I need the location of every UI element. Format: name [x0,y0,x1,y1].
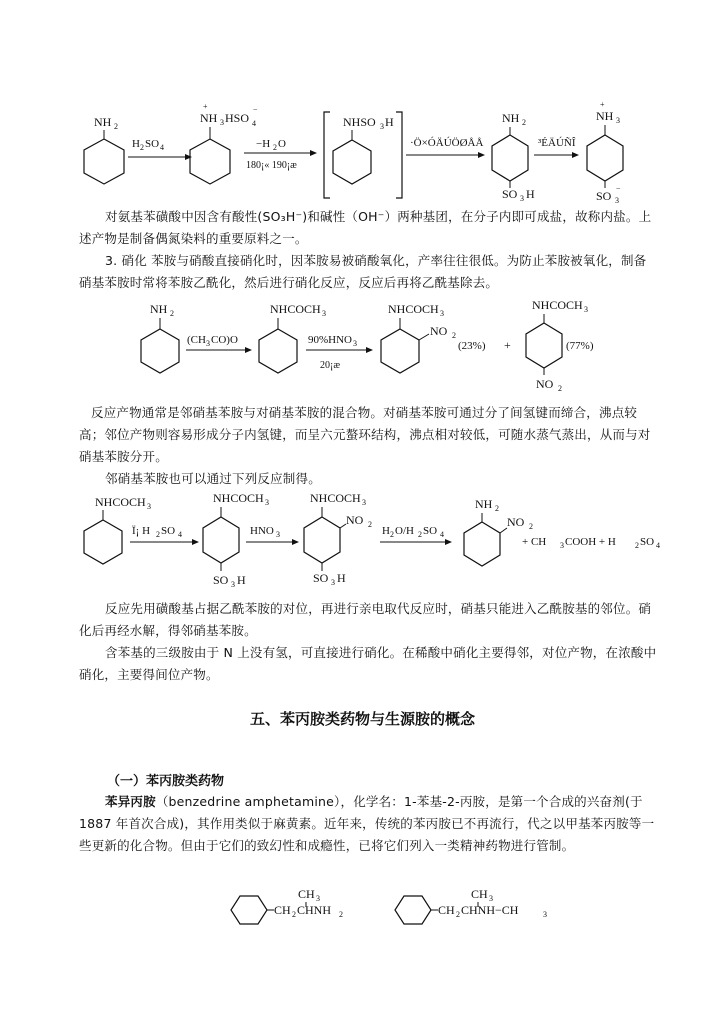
svg-text:NH: NH [150,302,168,316]
svg-text:4: 4 [178,530,182,539]
amphetamine-description: （benzedrine amphetamine），化学名：1-苯基-2-丙胺，是第一个合成的兴奋剂(于 1887 年首次合成)，其作用类似于麻黄素。近年来，传统的苯丙胺已不再流行，代之以甲基苯丙胺等一些更新的化合物。但由于它们的致幻性和成瘾性，已将它们列入一类精神药物进行管制。 [79,794,655,853]
o-nitroacetanilide-structure [381,302,456,373]
svg-text:NHCOCH: NHCOCH [310,491,361,505]
paragraph-tertiary-amine: 含苯基的三级胺由于 N 上没有氢，可直接进行硝化。在稀酸中硝化主要得邻，对位产物，在浓酸中硝化，主要得间位产物。 [79,645,657,682]
anilinium-salt-structure [190,102,258,184]
aniline-structure [141,302,179,373]
svg-text:3: 3 [543,910,547,919]
section-title: 五、苯丙胺类药物与生源胺的概念 [249,710,475,728]
svg-text:SO: SO [161,525,176,537]
svg-text:NHCOCH: NHCOCH [270,302,321,316]
svg-text:3: 3 [147,502,151,511]
svg-text:3: 3 [206,339,210,348]
svg-text:3: 3 [615,196,619,205]
svg-text:2: 2 [558,384,562,393]
svg-text:O/H: O/H [395,525,414,537]
svg-text:2: 2 [368,520,372,529]
svg-text:2: 2 [140,143,144,152]
amphetamine-structures [210,880,560,930]
svg-text:NH: NH [596,109,614,123]
svg-text:3: 3 [489,894,493,903]
svg-text:+: + [600,100,605,109]
svg-text:−: − [616,184,621,193]
svg-text:20¡æ: 20¡æ [320,360,340,371]
svg-text:4: 4 [252,119,256,128]
svg-text:SO: SO [596,189,612,203]
paragraph-inner-salt: 对氨基苯磺酸中因含有酸性(SO₃H⁻)和碱性（OH⁻）两种基团，在分子内即可成盐，故称内盐。上述产物是制备偶氮染料的重要原料之一。 [79,209,652,246]
svg-text:NHCOCH: NHCOCH [532,298,583,312]
svg-text:3: 3 [616,116,620,125]
svg-text:(77%): (77%) [566,340,594,352]
svg-text:3: 3 [316,894,320,903]
svg-text:2: 2 [529,522,533,531]
svg-text:+ CH: + CH [522,536,547,548]
zwitterion-structure [587,100,623,205]
svg-text:+: + [504,338,511,352]
svg-text:H: H [132,138,140,150]
svg-text:3: 3 [220,118,224,127]
svg-text:(23%): (23%) [458,340,486,352]
svg-text:SO: SO [502,187,518,201]
paragraph-alternative-route: 邻硝基苯胺也可以通过下列反应制得。 [105,471,321,486]
svg-text:2: 2 [452,331,456,340]
svg-text:3: 3 [276,530,280,539]
svg-text:H: H [385,115,394,129]
svg-text:4: 4 [656,541,660,550]
svg-text:Ï¡ H: Ï¡ H [132,525,151,537]
svg-text:NH: NH [94,115,112,129]
svg-text:2: 2 [114,122,118,131]
svg-text:SO: SO [313,571,329,585]
svg-text:CH: CH [438,903,455,917]
paragraph-product-mixture: 反应产物通常是邻硝基苯胺与对硝基苯胺的混合物。对硝基苯胺可通过分了间氢键而缔合，沸点较高；邻位产物则容易形成分子内氢键，而呈六元螯环结构，沸点相对较低，可随水蒸气蒸出，从而与对硝基苯胺分开。 [79,405,651,464]
svg-text:SO: SO [213,573,229,587]
svg-text:NO: NO [430,324,448,338]
svg-text:H: H [526,187,535,201]
svg-text:2: 2 [635,541,639,550]
paragraph-nitration: 3. 硝化 苯胺与硝酸直接硝化时，因苯胺易被硝酸氧化，产率往往很低。为防止苯胺被氧化，制备硝基苯胺时常将苯胺乙酰化，然后进行硝化反应，反应后再将乙酰基除去。 [79,253,647,290]
svg-text:O: O [278,138,286,150]
svg-text:180¡« 190¡æ: 180¡« 190¡æ [246,160,297,171]
svg-text:NHCOCH: NHCOCH [95,495,146,509]
svg-text:3: 3 [353,339,357,348]
svg-text:HSO: HSO [225,111,250,125]
svg-text:−: − [253,105,258,114]
nitro-sulfonic-acid-structure [304,491,372,587]
svg-text:CH: CH [471,887,488,901]
svg-text:4: 4 [160,143,164,152]
svg-text:CHNH−CH: CHNH−CH [461,903,519,917]
o-nitroaniline-structure [464,497,533,566]
svg-text:2: 2 [522,118,526,127]
svg-text:−H: −H [256,138,271,150]
p-acetamidobenzenesulfonic-acid-structure [203,491,269,589]
amphetamine-structure [231,887,343,924]
aniline-structure [84,115,124,184]
svg-text:CHNH: CHNH [297,903,332,917]
svg-text:4: 4 [440,530,444,539]
svg-text:2: 2 [170,309,174,318]
paragraph-blocking-group: 反应先用磺酸基占据乙酰苯胺的对位，再进行亲电取代反应时，硝基只能进入乙酰胺基的邻位。硝化后再经水解，得邻硝基苯胺。 [79,601,652,638]
svg-text:H: H [337,571,346,585]
svg-text:3: 3 [380,122,384,131]
svg-text:³ÉÄÚÑÎ: ³ÉÄÚÑÎ [538,137,576,149]
svg-text:H: H [382,525,390,537]
svg-text:2: 2 [456,910,460,919]
svg-text:NHSO: NHSO [343,115,376,129]
amphetamine-term: 苯异丙胺 [105,794,156,809]
svg-text:H: H [237,573,246,587]
svg-text:NO: NO [507,515,525,529]
svg-text:CO)O: CO)O [211,334,238,346]
svg-text:3: 3 [322,309,326,318]
svg-text:SO: SO [423,525,438,537]
phenylsulfamic-acid-structure [333,115,394,184]
svg-text:(CH: (CH [187,334,206,346]
svg-text:NO: NO [346,513,364,527]
svg-text:3: 3 [440,309,444,318]
svg-text:NHCOCH: NHCOCH [388,302,439,316]
svg-text:2: 2 [292,910,296,919]
sulfonation-scheme [60,95,670,205]
paragraph-amphetamine [79,791,659,857]
svg-text:2: 2 [273,143,277,152]
svg-text:HNO: HNO [250,525,274,537]
svg-text:3: 3 [362,498,366,507]
o-nitroaniline-synthesis-scheme [70,488,670,593]
svg-text:2: 2 [339,910,343,919]
svg-text:CH: CH [298,887,315,901]
svg-text:2: 2 [156,530,160,539]
svg-text:CH: CH [274,903,291,917]
svg-text:2: 2 [418,530,422,539]
nitration-scheme [120,293,620,393]
svg-text:NO: NO [536,377,554,391]
svg-text:COOH + H: COOH + H [565,536,616,548]
svg-text:3: 3 [584,305,588,314]
svg-text:3: 3 [231,580,235,589]
svg-text:3: 3 [520,194,524,203]
svg-text:SO: SO [640,536,655,548]
svg-text:NH: NH [200,111,218,125]
svg-text:2: 2 [390,530,394,539]
svg-text:3: 3 [265,498,269,507]
svg-text:NH: NH [502,111,520,125]
svg-text:2: 2 [495,504,499,513]
sulfanilic-acid-structure [492,111,535,203]
svg-text:+: + [203,102,208,111]
svg-text:NHCOCH: NHCOCH [213,491,264,505]
methamphetamine-structure [395,887,547,924]
svg-text:3: 3 [331,578,335,587]
svg-text:3: 3 [560,541,564,550]
svg-text:SO: SO [145,138,160,150]
subsection-title: （一）苯丙胺类药物 [107,774,225,789]
svg-text:·Ö×ÓÄÚÖØÅÅ: ·Ö×ÓÄÚÖØÅÅ [410,137,484,149]
svg-text:NH: NH [475,497,493,511]
svg-text:90%HNO: 90%HNO [308,334,352,346]
